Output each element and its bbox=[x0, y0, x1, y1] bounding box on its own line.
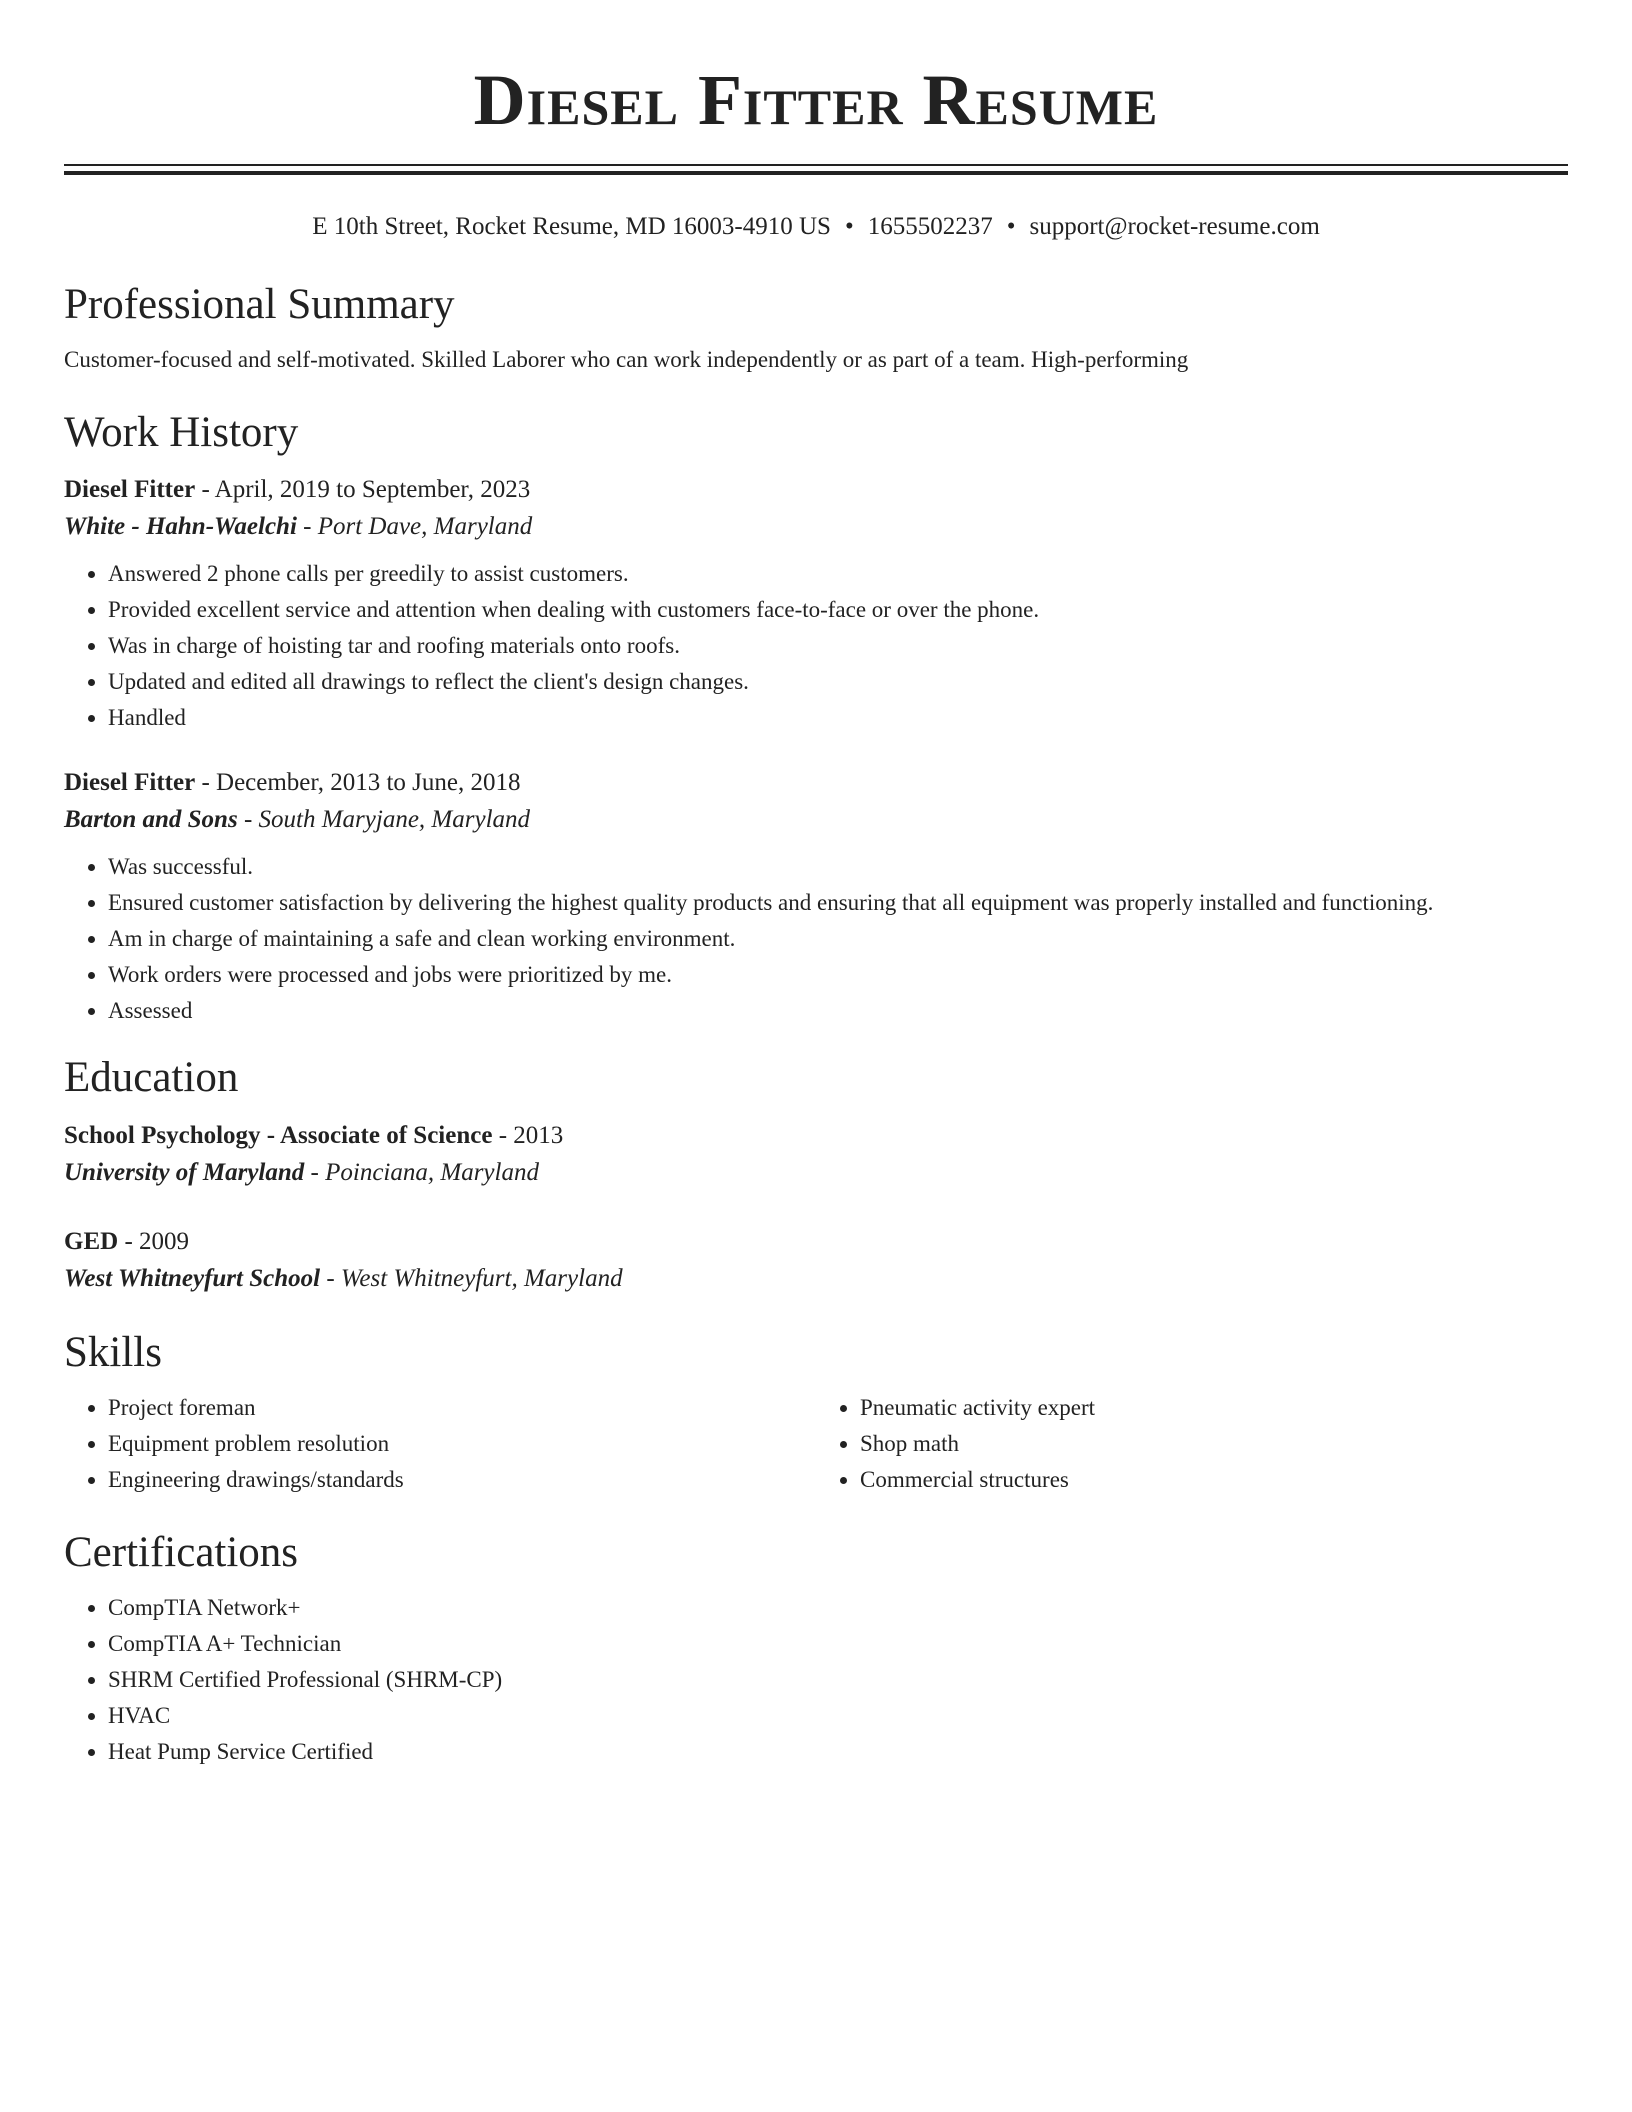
job-duties-list bbox=[64, 849, 1568, 1029]
list-item: • Ensured customer satisfaction by delivering the highest quality products and ensuring that all equipment was properly installed and functioning. bbox=[108, 885, 1568, 921]
certifications-list bbox=[64, 1590, 1568, 1770]
list-item: • CompTIA A+ Technician bbox=[108, 1626, 1568, 1662]
job-location: - South Maryjane, Maryland bbox=[237, 806, 531, 833]
job-title-line bbox=[64, 472, 1568, 508]
skills-list-left bbox=[64, 1390, 816, 1498]
job-entry bbox=[64, 765, 1568, 1029]
education-school-line bbox=[64, 1154, 1568, 1192]
job-company-line bbox=[64, 801, 1568, 839]
education-degree: GED bbox=[64, 1228, 119, 1255]
contact-address: E 10th Street, Rocket Resume, MD 16003-4910 US bbox=[312, 213, 831, 240]
job-title: Diesel Fitter bbox=[64, 476, 196, 503]
education-location: - West Whitneyfurt, Maryland bbox=[320, 1265, 623, 1292]
education-school: West Whitneyfurt School bbox=[64, 1265, 321, 1292]
list-item: • Pneumatic activity expert bbox=[860, 1390, 1568, 1426]
title-divider-thin bbox=[64, 164, 1568, 166]
job-company: Barton and Sons bbox=[64, 806, 238, 833]
education-school-line bbox=[64, 1260, 1568, 1298]
section-heading-summary: Professional Summary bbox=[64, 281, 455, 328]
list-item: • Shop math bbox=[860, 1426, 1568, 1462]
job-dates: - April, 2019 to September, 2023 bbox=[195, 476, 531, 503]
section-heading-work-history: Work History bbox=[64, 409, 299, 456]
resume-title: Diesel Fitter Resume bbox=[473, 60, 1159, 140]
contact-email: support@rocket-resume.com bbox=[1029, 213, 1320, 240]
contact-separator: • bbox=[844, 213, 854, 240]
job-location: - Port Dave, Maryland bbox=[296, 513, 533, 540]
education-location: - Poinciana, Maryland bbox=[304, 1159, 539, 1186]
job-entry bbox=[64, 472, 1568, 736]
list-item: • Project foreman bbox=[108, 1390, 816, 1426]
list-item: • Updated and edited all drawings to reflect the client's design changes. bbox=[108, 664, 1568, 700]
skills-list-right bbox=[816, 1390, 1568, 1498]
education-entry bbox=[64, 1224, 1568, 1298]
list-item: • HVAC bbox=[108, 1698, 1568, 1734]
section-heading-education: Education bbox=[64, 1054, 239, 1101]
list-item: • Engineering drawings/standards bbox=[108, 1462, 816, 1498]
job-company-line bbox=[64, 508, 1568, 546]
section-heading-skills: Skills bbox=[64, 1329, 162, 1376]
job-title-line bbox=[64, 765, 1568, 801]
education-degree: School Psychology - Associate of Science bbox=[64, 1122, 493, 1149]
list-item: • Am in charge of maintaining a safe and clean working environment. bbox=[108, 921, 1568, 957]
list-item: • CompTIA Network+ bbox=[108, 1590, 1568, 1626]
education-degree-line bbox=[64, 1224, 1568, 1260]
list-item: • Answered 2 phone calls per greedily to assist customers. bbox=[108, 556, 1568, 592]
title-divider-thick bbox=[64, 171, 1568, 175]
education-year: - 2009 bbox=[118, 1228, 190, 1255]
education-year: - 2013 bbox=[492, 1122, 564, 1149]
contact-separator: • bbox=[1006, 213, 1016, 240]
list-item: • Heat Pump Service Certified bbox=[108, 1734, 1568, 1770]
job-company: White - Hahn-Waelchi bbox=[64, 513, 297, 540]
list-item: • Was in charge of hoisting tar and roofing materials onto roofs. bbox=[108, 628, 1568, 664]
job-dates: - December, 2013 to June, 2018 bbox=[195, 769, 521, 796]
list-item: • Provided excellent service and attention when dealing with customers face-to-face or over the phone. bbox=[108, 592, 1568, 628]
list-item: • Equipment problem resolution bbox=[108, 1426, 816, 1462]
section-heading-certifications: Certifications bbox=[64, 1529, 299, 1576]
list-item: • SHRM Certified Professional (SHRM-CP) bbox=[108, 1662, 1568, 1698]
list-item: • Commercial structures bbox=[860, 1462, 1568, 1498]
skills-grid bbox=[64, 1390, 1568, 1498]
list-item: • Was successful. bbox=[108, 849, 1568, 885]
summary-text: Customer-focused and self-motivated. Skilled Laborer who can work independently or as part of a team. High-performing bbox=[64, 347, 1189, 372]
education-degree-line bbox=[64, 1118, 1568, 1154]
contact-line bbox=[64, 211, 1568, 243]
job-title: Diesel Fitter bbox=[64, 769, 196, 796]
list-item: • Work orders were processed and jobs were prioritized by me. bbox=[108, 957, 1568, 993]
job-duties-list bbox=[64, 556, 1568, 736]
list-item: • Handled bbox=[108, 700, 1568, 736]
education-school: University of Maryland bbox=[64, 1159, 305, 1186]
list-item: • Assessed bbox=[108, 993, 1568, 1029]
contact-phone: 1655502237 bbox=[867, 213, 993, 240]
education-entry bbox=[64, 1118, 1568, 1192]
